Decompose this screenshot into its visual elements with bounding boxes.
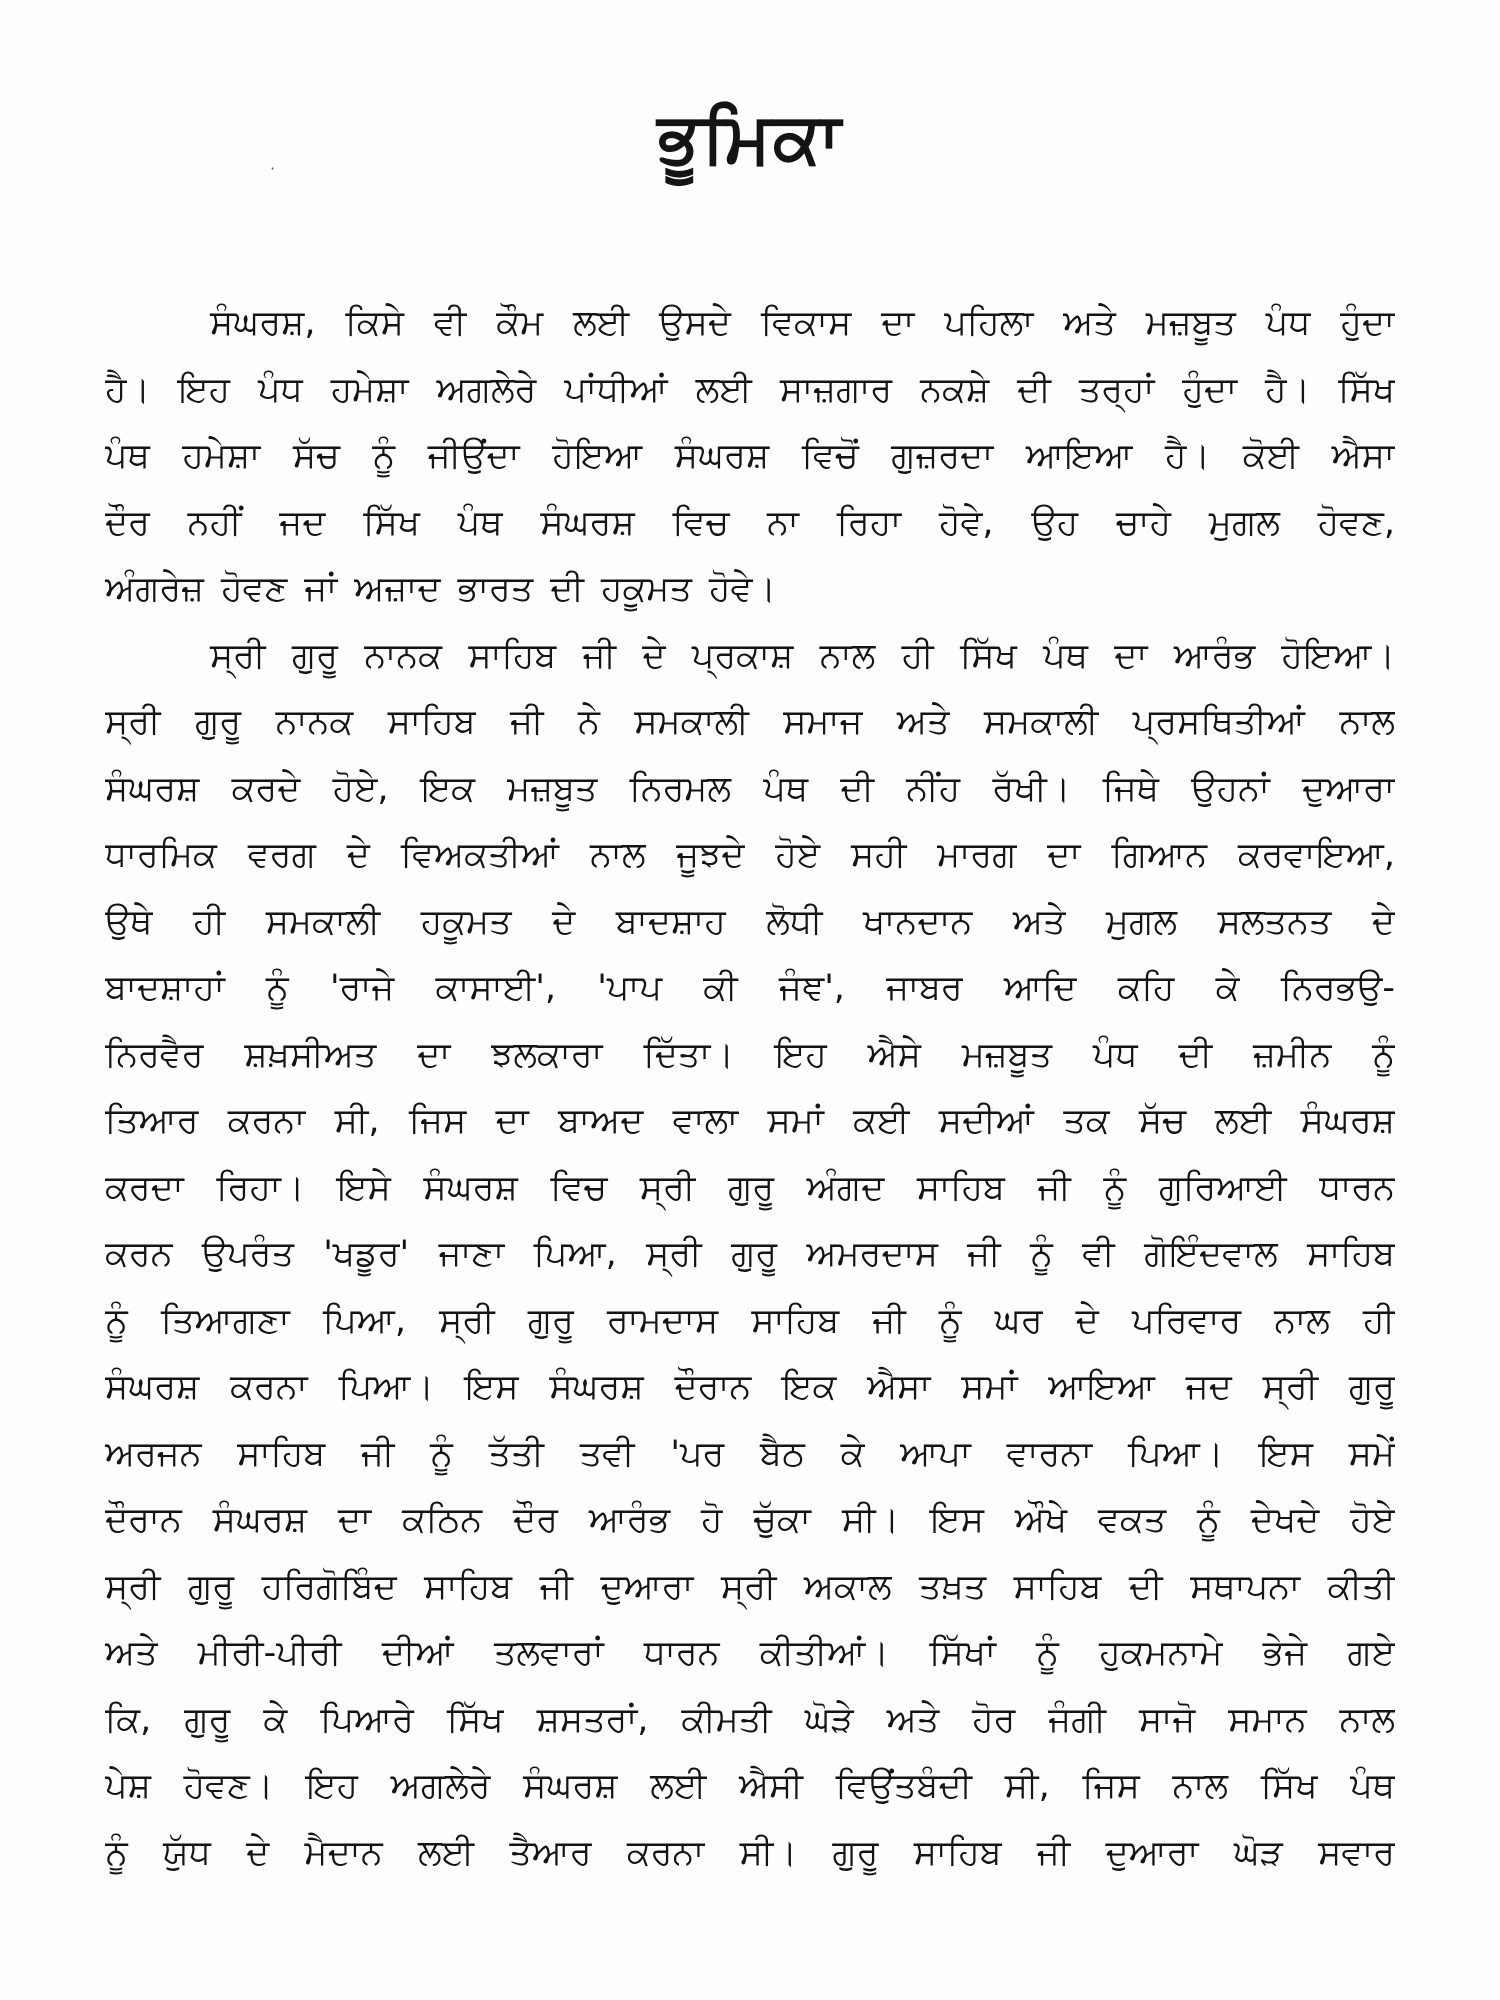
text-line: ਕਰਨ ਉਪਰੰਤ 'ਖਡੂਰ' ਜਾਣਾ ਪਿਆ, ਸ੍ਰੀ ਗੁਰੂ ਅਮਰਦਾਸ ਜੀ ਨੂੰ ਵੀ ਗੋਇੰਦਵਾਲ ਸਾਹਿਬ [105,1234,1395,1274]
text-line: ਧਾਰਮਿਕ ਵਰਗ ਦੇ ਵਿਅਕਤੀਆਂ ਨਾਲ ਜੂਝਦੇ ਹੋਏ ਸਹੀ ਮਾਰਗ ਦਾ ਗਿਆਨ ਕਰਵਾਇਆ, [105,835,1395,875]
text-line: ਅਤੇ ਮੀਰੀ-ਪੀਰੀ ਦੀਆਂ ਤਲਵਾਰਾਂ ਧਾਰਨ ਕੀਤੀਆਂ। ਸਿੱਖਾਂ ਨੂੰ ਹੁਕਮਨਾਮੇ ਭੇਜੇ ਗਏ [105,1633,1395,1673]
scan-speck: · [270,159,276,178]
text-line: ਦੌਰਾਨ ਸੰਘਰਸ਼ ਦਾ ਕਠਿਨ ਦੌਰ ਆਰੰਭ ਹੋ ਚੁੱਕਾ ਸੀ। ਇਸ ਔਖੇ ਵਕਤ ਨੂੰ ਦੇਖਦੇ ਹੋਏ [105,1500,1395,1540]
text-line: ਸ੍ਰੀ ਗੁਰੂ ਨਾਨਕ ਸਾਹਿਬ ਜੀ ਦੇ ਪ੍ਰਕਾਸ਼ ਨਾਲ ਹੀ ਸਿੱਖ ਪੰਥ ਦਾ ਆਰੰਭ ਹੋਇਆ। [210,635,1395,676]
text-line: ਨੂੰ ਯੁੱਧ ਦੇ ਮੈਦਾਨ ਲਈ ਤੈਆਰ ਕਰਨਾ ਸੀ। ਗੁਰੂ ਸਾਹਿਬ ਜੀ ਦੁਆਰਾ ਘੋੜ ਸਵਾਰ [105,1832,1395,1873]
text-line: ਸੰਘਰਸ਼ ਕਰਨਾ ਪਿਆ। ਇਸ ਸੰਘਰਸ਼ ਦੌਰਾਨ ਇਕ ਐਸਾ ਸਮਾਂ ਆਇਆ ਜਦ ਸ੍ਰੀ ਗੁਰੂ [105,1367,1395,1407]
text-line: ਨੂੰ ਤਿਆਗਣਾ ਪਿਆ, ਸ੍ਰੀ ਗੁਰੂ ਰਾਮਦਾਸ ਸਾਹਿਬ ਜੀ ਨੂੰ ਘਰ ਦੇ ਪਰਿਵਾਰ ਨਾਲ ਹੀ [105,1300,1395,1341]
text-line: ਸੰਘਰਸ਼ ਕਰਦੇ ਹੋਏ, ਇਕ ਮਜ਼ਬੂਤ ਨਿਰਮਲ ਪੰਥ ਦੀ ਨੀਂਹ ਰੱਖੀ। ਜਿਥੇ ਉਹਨਾਂ ਦੁਆਰਾ [105,768,1395,809]
text-line: ਅੰਗਰੇਜ਼ ਹੋਵਣ ਜਾਂ ਅਜ਼ਾਦ ਭਾਰਤ ਦੀ ਹਕੂਮਤ ਹੋਵੇ। [105,569,776,609]
text-line: ਕਰਦਾ ਰਿਹਾ। ਇਸੇ ਸੰਘਰਸ਼ ਵਿਚ ਸ੍ਰੀ ਗੁਰੂ ਅੰਗਦ ਸਾਹਿਬ ਜੀ ਨੂੰ ਗੁਰਿਆਈ ਧਾਰਨ [105,1167,1395,1208]
page-title: ਭੂਮਿਕਾ [657,97,843,179]
text-line: ਸ੍ਰੀ ਗੁਰੂ ਹਰਿਗੋਬਿੰਦ ਸਾਹਿਬ ਜੀ ਦੁਆਰਾ ਸ੍ਰੀ ਅਕਾਲ ਤਖ਼ਤ ਸਾਹਿਬ ਦੀ ਸਥਾਪਨਾ ਕੀਤੀ [105,1566,1395,1607]
text-line: ਦੌਰ ਨਹੀਂ ਜਦ ਸਿੱਖ ਪੰਥ ਸੰਘਰਸ਼ ਵਿਚ ਨਾ ਰਿਹਾ ਹੋਵੇ, ਉਹ ਚਾਹੇ ਮੁਗਲ ਹੋਵਣ, [105,502,1395,543]
text-line: ਸ੍ਰੀ ਗੁਰੂ ਨਾਨਕ ਸਾਹਿਬ ਜੀ ਨੇ ਸਮਕਾਲੀ ਸਮਾਜ ਅਤੇ ਸਮਕਾਲੀ ਪ੍ਰਸਥਿਤੀਆਂ ਨਾਲ [105,702,1395,742]
text-line: ਕਿ, ਗੁਰੂ ਕੇ ਪਿਆਰੇ ਸਿੱਖ ਸ਼ਸਤਰਾਂ, ਕੀਮਤੀ ਘੋੜੇ ਅਤੇ ਹੋਰ ਜੰਗੀ ਸਾਜੋ ਸਮਾਨ ਨਾਲ [105,1699,1395,1740]
body-text [105,290,1395,1886]
text-line: ਨਿਰਵੈਰ ਸ਼ਖ਼ਸੀਅਤ ਦਾ ਝਲਕਾਰਾ ਦਿੱਤਾ। ਇਹ ਐਸੇ ਮਜ਼ਬੂਤ ਪੰਧ ਦੀ ਜ਼ਮੀਨ ਨੂੰ [105,1034,1395,1075]
text-line: ਬਾਦਸ਼ਾਹਾਂ ਨੂੰ 'ਰਾਜੇ ਕਾਸਾਈ', 'ਪਾਪ ਕੀ ਜੰਞ', ਜਾਬਰ ਆਦਿ ਕਹਿ ਕੇ ਨਿਰਭਉ- [105,968,1395,1008]
text-line: ਤਿਆਰ ਕਰਨਾ ਸੀ, ਜਿਸ ਦਾ ਬਾਅਦ ਵਾਲਾ ਸਮਾਂ ਕਈ ਸਦੀਆਂ ਤਕ ਸੱਚ ਲਈ ਸੰਘਰਸ਼ [105,1101,1395,1141]
text-line: ਪੰਥ ਹਮੇਸ਼ਾ ਸੱਚ ਨੂੰ ਜੀਉਂਦਾ ਹੋਇਆ ਸੰਘਰਸ਼ ਵਿਚੋਂ ਗੁਜ਼ਰਦਾ ਆਇਆ ਹੈ। ਕੋਈ ਐਸਾ [105,436,1395,476]
text-line: ਪੇਸ਼ ਹੋਵਣ। ਇਹ ਅਗਲੇਰੇ ਸੰਘਰਸ਼ ਲਈ ਐਸੀ ਵਿਉਂਤਬੰਦੀ ਸੀ, ਜਿਸ ਨਾਲ ਸਿੱਖ ਪੰਥ [105,1766,1395,1806]
text-line: ਸੰਘਰਸ਼, ਕਿਸੇ ਵੀ ਕੌਮ ਲਈ ਉਸਦੇ ਵਿਕਾਸ ਦਾ ਪਹਿਲਾ ਅਤੇ ਮਜ਼ਬੂਤ ਪੰਧ ਹੁੰਦਾ [210,303,1395,343]
text-line: ਉਥੇ ਹੀ ਸਮਕਾਲੀ ਹਕੂਮਤ ਦੇ ਬਾਦਸ਼ਾਹ ਲੋਧੀ ਖਾਨਦਾਨ ਅਤੇ ਮੁਗਲ ਸਲਤਨਤ ਦੇ [105,901,1395,942]
text-line: ਹੈ। ਇਹ ਪੰਧ ਹਮੇਸ਼ਾ ਅਗਲੇਰੇ ਪਾਂਧੀਆਂ ਲਈ ਸਾਜ਼ਗਾਰ ਨਕਸ਼ੇ ਦੀ ਤਰ੍ਹਾਂ ਹੁੰਦਾ ਹੈ। ਸਿੱਖ [105,369,1395,410]
text-line: ਅਰਜਨ ਸਾਹਿਬ ਜੀ ਨੂੰ ਤੱਤੀ ਤਵੀ 'ਪਰ ਬੈਠ ਕੇ ਆਪਾ ਵਾਰਨਾ ਪਿਆ। ਇਸ ਸਮੇਂ [105,1433,1395,1474]
